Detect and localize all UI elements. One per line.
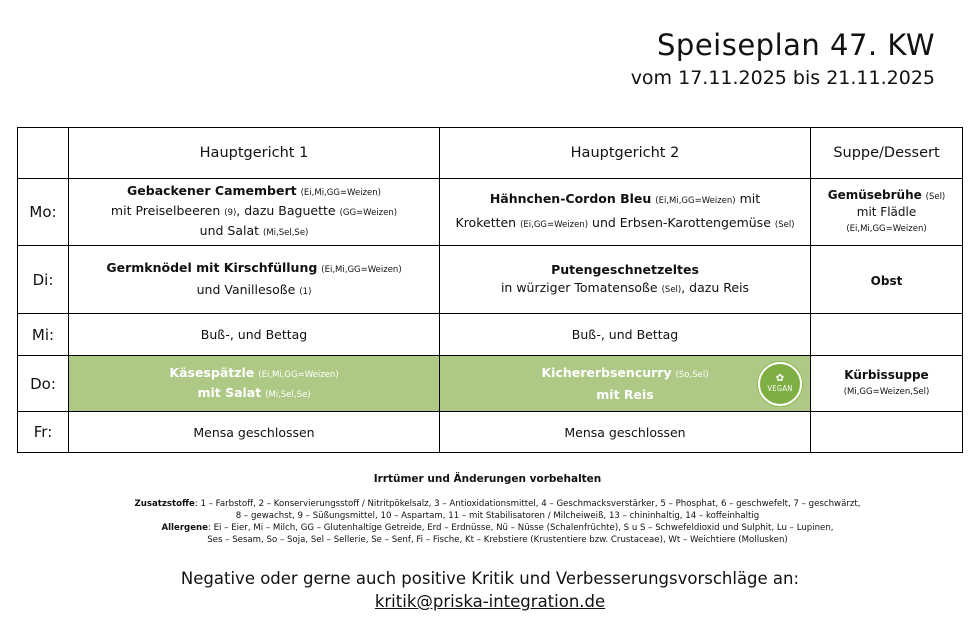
dish-text: mit	[739, 191, 761, 206]
feedback-section	[0, 567, 975, 613]
feedback-email-link[interactable]: kritik@priska-integration.de	[374, 592, 606, 611]
allergen-note: (Sel)	[925, 191, 946, 202]
leaf-icon: ✿	[775, 373, 785, 384]
soup-text: mit Flädle	[856, 204, 917, 219]
dish-text: mit Preiselbeeren	[110, 203, 221, 218]
additives-label: Zusatzstoffe	[134, 499, 195, 509]
dish-cell-thursday-1	[69, 356, 440, 412]
allergens-label: Allergene	[161, 523, 208, 533]
dish-text: , dazu Baguette	[236, 203, 336, 218]
day-label-monday: Mo:	[18, 179, 69, 246]
day-label-wednesday: Mi:	[18, 314, 69, 356]
allergen-note: (Sel)	[661, 284, 682, 295]
allergens-line-2: Ses – Sesam, So – Soja, Sel – Sellerie, Se – Senf, Fi – Fische, Kt – Krebstiere (Krustentiere bzw. Crustaceae), Wt – Weichtiere (Mollusken)	[207, 535, 788, 545]
dish-cell-wednesday-2: Buß-, und Bettag	[440, 314, 811, 356]
page-title: Speiseplan 47. KW	[657, 28, 935, 62]
dish-name: Hähnchen-Cordon Bleu	[489, 191, 652, 206]
dish-text: , dazu Reis	[681, 279, 750, 295]
soup-cell-wednesday	[811, 314, 963, 356]
dish-name: Gebackener Camembert	[127, 183, 297, 198]
header-suppe-dessert: Suppe/Dessert	[811, 128, 963, 179]
additive-note: (1)	[299, 286, 312, 297]
feedback-text: Negative oder gerne auch positive Kritik und Verbesserungsvorschläge an:	[180, 569, 800, 588]
table-row	[18, 246, 963, 314]
date-range: vom 17.11.2025 bis 21.11.2025	[630, 67, 935, 89]
menu-table	[17, 127, 963, 453]
allergen-note: (Sel)	[774, 220, 795, 230]
dish-side: mit Salat	[197, 384, 262, 400]
day-label-friday: Fr:	[18, 412, 69, 453]
allergen-note: (Ei,Mi,GG=Weizen)	[655, 196, 736, 206]
header-hauptgericht-2: Hauptgericht 2	[440, 128, 811, 179]
dish-text: und Salat	[199, 223, 260, 238]
allergen-note: (Ei,Mi,GG=Weizen)	[846, 223, 927, 234]
allergen-note: (Ei,Mi,GG=Weizen)	[258, 369, 339, 380]
table-row	[18, 314, 963, 356]
dish-cell-tuesday-2	[440, 246, 811, 314]
table-row	[18, 412, 963, 453]
dish-name: Käsespätzle	[169, 364, 255, 380]
vegan-badge-label: VEGAN	[767, 384, 793, 393]
allergen-note: (Ei,Mi,GG=Weizen)	[321, 264, 402, 275]
table-row	[18, 356, 963, 412]
day-label-tuesday: Di:	[18, 246, 69, 314]
soup-cell-friday	[811, 412, 963, 453]
day-label-thursday: Do:	[18, 356, 69, 412]
soup-name: Gemüsebrühe	[827, 187, 922, 202]
dish-cell-tuesday-1	[69, 246, 440, 314]
allergen-note: (So,Sel)	[675, 369, 709, 380]
dish-cell-friday-1: Mensa geschlossen	[69, 412, 440, 453]
dish-side: mit Reis	[596, 386, 654, 402]
dish-text: Kroketten	[455, 215, 517, 230]
legend	[100, 498, 895, 546]
dish-cell-monday-2	[440, 179, 811, 246]
dish-cell-wednesday-1: Buß-, und Bettag	[69, 314, 440, 356]
soup-cell-monday	[811, 179, 963, 246]
allergen-note: (Mi,Sel,Se)	[265, 389, 311, 400]
vegan-badge	[758, 362, 802, 406]
dish-name: Germknödel mit Kirschfüllung	[106, 259, 318, 275]
header-hauptgericht-1: Hauptgericht 1	[69, 128, 440, 179]
allergen-note: (Mi,GG=Weizen,Sel)	[843, 386, 930, 397]
dish-text: und Erbsen-Karottengemüse	[592, 215, 771, 230]
dish-cell-monday-1	[69, 179, 440, 246]
soup-cell-thursday	[811, 356, 963, 412]
additives-line-2: 8 – gewachst, 9 – Süßungsmittel, 10 – Aspartam, 11 – mit Stabilisatoren / Milcheiweiß, 13 – chininhaltig, 14 – koffeinhaltig	[235, 511, 760, 521]
disclaimer: Irrtümer und Änderungen vorbehalten	[373, 473, 602, 485]
dessert-name: Obst	[870, 274, 903, 288]
allergen-note: (GG=Weizen)	[339, 208, 398, 218]
allergen-note: (Mi,Sel,Se)	[263, 228, 309, 238]
dish-text: und Vanillesoße	[196, 281, 296, 297]
additive-note: (9)	[224, 208, 237, 218]
additives-line-1: : 1 – Farbstoff, 2 – Konservierungsstoff / Nitritpökelsalz, 3 – Antioxidationsmittel, 4 – Geschmacksverstärker, 5 – Phosphat, 6 – geschwefelt, 7 – geschwärzt,	[194, 499, 861, 509]
table-header-row	[18, 128, 963, 179]
allergen-note: (Ei,GG=Weizen)	[520, 220, 589, 230]
allergen-note: (Ei,Mi,GG=Weizen)	[300, 188, 381, 198]
dish-cell-thursday-2	[440, 356, 811, 412]
dessert-cell-tuesday	[811, 246, 963, 314]
dish-cell-friday-2: Mensa geschlossen	[440, 412, 811, 453]
header-day-cell	[18, 128, 69, 179]
dish-name: Kichererbsencurry	[541, 364, 672, 380]
soup-name: Kürbissuppe	[844, 367, 929, 382]
dish-text: in würziger Tomatensoße	[500, 279, 658, 295]
allergens-line-1: : Ei – Eier, Mi – Milch, GG – Glutenhaltige Getreide, Erd – Erdnüsse, Nü – Nüsse (Schalenfrüchte), S u S – Schwefeldioxid und Sulphit, Lu – Lupinen,	[208, 523, 834, 533]
dish-name: Putengeschnetzeltes	[551, 261, 699, 277]
table-row	[18, 179, 963, 246]
